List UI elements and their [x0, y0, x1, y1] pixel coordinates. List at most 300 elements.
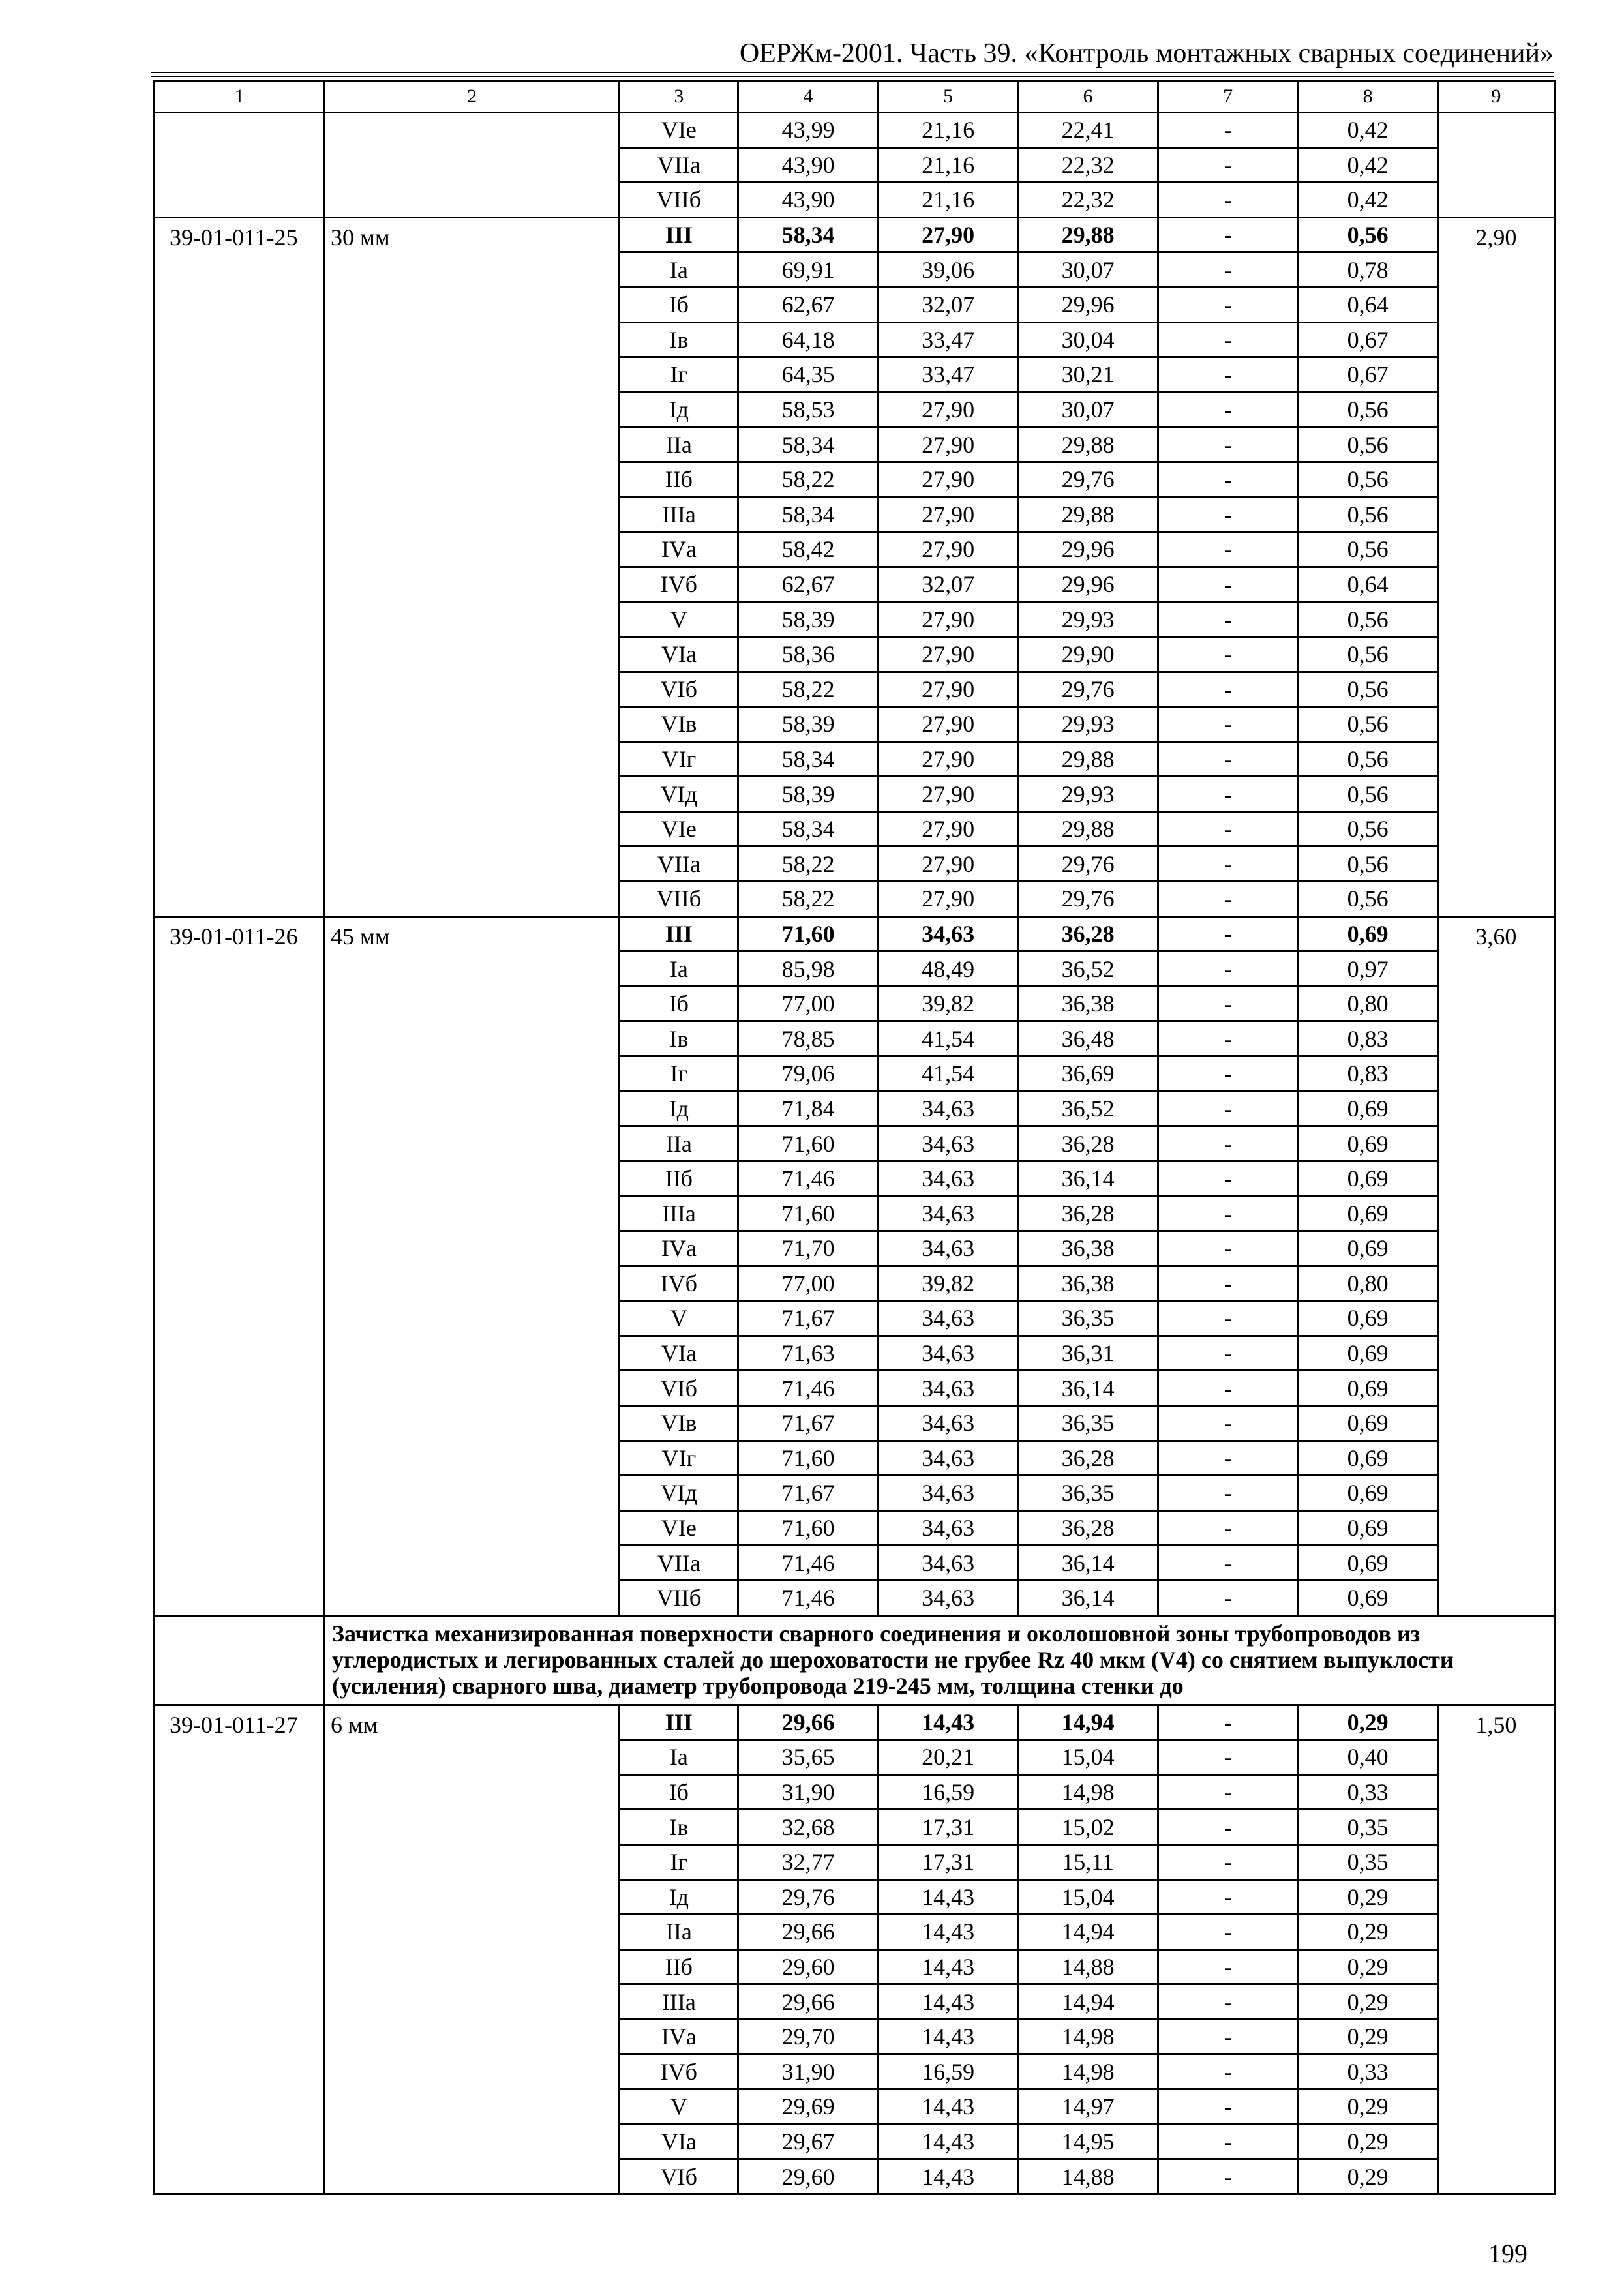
value-cell: 43,90 [738, 147, 878, 183]
value-cell: 0,67 [1298, 322, 1437, 357]
value-cell: 71,67 [738, 1301, 878, 1336]
value-cell: - [1158, 2124, 1297, 2159]
value-cell: 14,88 [1018, 1949, 1158, 1984]
value-cell: 14,94 [1018, 1984, 1158, 2020]
value-cell: 14,98 [1018, 1774, 1158, 1810]
value-cell: 29,76 [1018, 882, 1158, 917]
value-cell: 34,63 [878, 1510, 1017, 1546]
page-header: ОЕРЖм-2001. Часть 39. «Контроль монтажных сварных соединений» [739, 38, 1554, 68]
value-cell: 0,69 [1298, 1091, 1437, 1126]
value-cell: 0,35 [1298, 1844, 1437, 1879]
value-cell: 30,04 [1018, 322, 1158, 357]
value-cell: 33,47 [878, 357, 1017, 393]
value-cell: 64,35 [738, 357, 878, 393]
value-cell: - [1158, 1021, 1297, 1056]
value-cell: 27,90 [878, 497, 1017, 532]
value-cell: 31,90 [738, 2054, 878, 2089]
table-body [155, 81, 1555, 2194]
value-cell: 36,28 [1018, 916, 1158, 951]
value-cell: 27,90 [878, 846, 1017, 882]
value-cell: - [1158, 113, 1297, 148]
value-cell: 0,40 [1298, 1740, 1437, 1775]
value-cell: 0,97 [1298, 951, 1437, 987]
value-cell: - [1158, 1546, 1297, 1581]
zone-cell: VIа [620, 636, 738, 672]
value-cell: 0,56 [1298, 672, 1437, 707]
column9-value: 1,50 [1437, 1705, 1554, 2194]
value-cell: 39,82 [878, 986, 1017, 1021]
value-cell: 30,07 [1018, 252, 1158, 288]
zone-cell: VIа [620, 2124, 738, 2159]
value-cell: 0,56 [1298, 741, 1437, 777]
value-cell: 0,29 [1298, 1949, 1437, 1984]
value-cell: 0,69 [1298, 1546, 1437, 1581]
value-cell: - [1158, 986, 1297, 1021]
value-cell: - [1158, 1949, 1297, 1984]
zone-cell: IVа [620, 532, 738, 567]
value-cell: 0,69 [1298, 1126, 1437, 1161]
value-cell: 71,46 [738, 1371, 878, 1406]
value-cell: 43,99 [738, 113, 878, 148]
value-cell: 27,90 [878, 882, 1017, 917]
column-number: 7 [1158, 81, 1297, 113]
value-cell: 32,77 [738, 1844, 878, 1879]
value-cell: 0,35 [1298, 1810, 1437, 1845]
value-cell: - [1158, 462, 1297, 497]
value-cell: 71,46 [738, 1546, 878, 1581]
zone-cell: VIб [620, 672, 738, 707]
value-cell: 71,70 [738, 1231, 878, 1266]
column-number: 2 [325, 81, 620, 113]
value-cell: 58,42 [738, 532, 878, 567]
value-cell: 43,90 [738, 183, 878, 218]
column-number: 3 [620, 81, 738, 113]
value-cell: 34,63 [878, 1231, 1017, 1266]
value-cell: - [1158, 427, 1297, 462]
value-cell: - [1158, 846, 1297, 882]
zone-cell: VIе [620, 113, 738, 148]
zone-cell: VIIа [620, 147, 738, 183]
value-cell: 29,88 [1018, 741, 1158, 777]
value-cell: 58,34 [738, 427, 878, 462]
value-cell: 29,88 [1018, 811, 1158, 846]
value-cell: - [1158, 1441, 1297, 1476]
value-cell: 14,43 [878, 1915, 1017, 1950]
zone-cell: VIа [620, 1336, 738, 1371]
zone-cell: VIв [620, 707, 738, 742]
value-cell: 29,93 [1018, 602, 1158, 637]
zone-cell: V [620, 2089, 738, 2125]
value-cell: - [1158, 636, 1297, 672]
value-cell: - [1158, 1510, 1297, 1546]
value-cell: - [1158, 1476, 1297, 1511]
value-cell: - [1158, 1336, 1297, 1371]
value-cell: 58,22 [738, 882, 878, 917]
value-cell: - [1158, 1231, 1297, 1266]
value-cell: 85,98 [738, 951, 878, 987]
value-cell: 71,60 [738, 1126, 878, 1161]
wall-thickness: 45 мм [325, 916, 620, 1615]
value-cell: 15,04 [1018, 1740, 1158, 1775]
zone-cell: VIв [620, 1405, 738, 1441]
value-cell: 36,14 [1018, 1580, 1158, 1615]
value-cell: 0,56 [1298, 882, 1437, 917]
value-cell: 35,65 [738, 1740, 878, 1775]
value-cell: 0,29 [1298, 2089, 1437, 2125]
value-cell: 0,33 [1298, 1774, 1437, 1810]
value-cell: 14,98 [1018, 2019, 1158, 2054]
value-cell: 77,00 [738, 1266, 878, 1301]
value-cell: - [1158, 1774, 1297, 1810]
value-cell: 0,56 [1298, 777, 1437, 812]
value-cell: 0,69 [1298, 1405, 1437, 1441]
column-number: 6 [1018, 81, 1158, 113]
zone-cell: Iб [620, 1774, 738, 1810]
value-cell: 34,63 [878, 1161, 1017, 1196]
value-cell: 0,42 [1298, 147, 1437, 183]
value-cell: - [1158, 1984, 1297, 2020]
value-cell: 0,69 [1298, 1161, 1437, 1196]
value-cell: 36,38 [1018, 1266, 1158, 1301]
zone-cell: IIIа [620, 1196, 738, 1231]
value-cell: - [1158, 741, 1297, 777]
zone-cell: Iа [620, 1740, 738, 1775]
value-cell: 27,90 [878, 532, 1017, 567]
value-cell: - [1158, 147, 1297, 183]
value-cell: 41,54 [878, 1056, 1017, 1092]
value-cell: 22,32 [1018, 147, 1158, 183]
zone-cell: IIа [620, 1126, 738, 1161]
zone-cell: VIе [620, 811, 738, 846]
value-cell: 29,93 [1018, 707, 1158, 742]
value-cell: - [1158, 672, 1297, 707]
value-cell: - [1158, 1196, 1297, 1231]
zone-cell: VIб [620, 2159, 738, 2194]
value-cell: 36,31 [1018, 1336, 1158, 1371]
value-cell: - [1158, 497, 1297, 532]
value-cell: 20,21 [878, 1740, 1017, 1775]
value-cell: 58,34 [738, 497, 878, 532]
value-cell: 71,60 [738, 1441, 878, 1476]
value-cell: 0,83 [1298, 1021, 1437, 1056]
value-cell: 0,56 [1298, 462, 1437, 497]
value-cell: 58,53 [738, 392, 878, 427]
value-cell: 36,28 [1018, 1196, 1158, 1231]
value-cell: - [1158, 183, 1297, 218]
value-cell: 34,63 [878, 1126, 1017, 1161]
column-number: 9 [1437, 81, 1554, 113]
zone-cell: Iг [620, 357, 738, 393]
value-cell: 29,76 [1018, 846, 1158, 882]
value-cell: 14,95 [1018, 2124, 1158, 2159]
wall-thickness [325, 113, 620, 218]
zone-cell: III [620, 1705, 738, 1740]
value-cell: 71,63 [738, 1336, 878, 1371]
value-cell: 0,29 [1298, 1915, 1437, 1950]
value-cell: - [1158, 811, 1297, 846]
value-cell: 21,16 [878, 183, 1017, 218]
value-cell: 36,52 [1018, 951, 1158, 987]
value-cell: 14,43 [878, 2159, 1017, 2194]
zone-cell: Iд [620, 392, 738, 427]
header-rule-double [151, 76, 1554, 77]
zone-cell: IIIа [620, 1984, 738, 2020]
value-cell: 15,11 [1018, 1844, 1158, 1879]
value-cell: 29,88 [1018, 427, 1158, 462]
value-cell: - [1158, 1091, 1297, 1126]
zone-cell: IVб [620, 2054, 738, 2089]
value-cell: 27,90 [878, 707, 1017, 742]
value-cell: 32,68 [738, 1810, 878, 1845]
value-cell: 39,82 [878, 1266, 1017, 1301]
value-cell: - [1158, 1810, 1297, 1845]
value-cell: 79,06 [738, 1056, 878, 1092]
column-number: 4 [738, 81, 878, 113]
value-cell: 36,14 [1018, 1371, 1158, 1406]
value-cell: 34,63 [878, 1476, 1017, 1511]
value-cell: 36,28 [1018, 1441, 1158, 1476]
zone-cell: Iг [620, 1056, 738, 1092]
value-cell: 71,60 [738, 1196, 878, 1231]
value-cell: - [1158, 287, 1297, 322]
value-cell: 62,67 [738, 567, 878, 602]
value-cell: - [1158, 1705, 1297, 1740]
value-cell: 0,69 [1298, 1441, 1437, 1476]
value-cell: 31,90 [738, 1774, 878, 1810]
value-cell: 34,63 [878, 916, 1017, 951]
value-cell: 17,31 [878, 1844, 1017, 1879]
table-row [155, 916, 1555, 951]
value-cell: 0,56 [1298, 636, 1437, 672]
value-cell: 27,90 [878, 462, 1017, 497]
zone-cell: Iв [620, 322, 738, 357]
value-cell: 36,35 [1018, 1476, 1158, 1511]
value-cell: 17,31 [878, 1810, 1017, 1845]
value-cell: 29,76 [1018, 462, 1158, 497]
value-cell: 29,66 [738, 1984, 878, 2020]
value-cell: 14,43 [878, 1984, 1017, 2020]
value-cell: 71,60 [738, 916, 878, 951]
value-cell: 58,36 [738, 636, 878, 672]
zone-cell: Iб [620, 287, 738, 322]
norm-code: 39-01-011-27 [155, 1705, 325, 2194]
value-cell: - [1158, 217, 1297, 252]
value-cell: 0,64 [1298, 287, 1437, 322]
zone-cell: III [620, 916, 738, 951]
value-cell: 16,59 [878, 1774, 1017, 1810]
value-cell: 0,29 [1298, 1984, 1437, 2020]
zone-cell: IVб [620, 1266, 738, 1301]
value-cell: 0,56 [1298, 217, 1437, 252]
value-cell: 58,39 [738, 602, 878, 637]
value-cell: 0,69 [1298, 1231, 1437, 1266]
value-cell: - [1158, 322, 1297, 357]
value-cell: 0,29 [1298, 2159, 1437, 2194]
value-cell: - [1158, 1371, 1297, 1406]
zone-cell: VIд [620, 1476, 738, 1511]
value-cell: 36,38 [1018, 986, 1158, 1021]
value-cell: 0,78 [1298, 252, 1437, 288]
value-cell: - [1158, 1740, 1297, 1775]
wall-thickness: 6 мм [325, 1705, 620, 2194]
zone-cell: IIб [620, 462, 738, 497]
value-cell: 32,07 [878, 567, 1017, 602]
value-cell: 0,69 [1298, 1301, 1437, 1336]
value-cell: - [1158, 252, 1297, 288]
value-cell: 0,56 [1298, 427, 1437, 462]
value-cell: 29,96 [1018, 532, 1158, 567]
value-cell: 29,96 [1018, 567, 1158, 602]
value-cell: 29,88 [1018, 497, 1158, 532]
value-cell: 58,22 [738, 462, 878, 497]
value-cell: 34,63 [878, 1091, 1017, 1126]
value-cell: - [1158, 1580, 1297, 1615]
value-cell: 27,90 [878, 636, 1017, 672]
value-cell: 29,88 [1018, 217, 1158, 252]
zone-cell: V [620, 1301, 738, 1336]
value-cell: - [1158, 2089, 1297, 2125]
value-cell: 64,18 [738, 322, 878, 357]
value-cell: 14,94 [1018, 1915, 1158, 1950]
value-cell: 14,94 [1018, 1705, 1158, 1740]
value-cell: 14,88 [1018, 2159, 1158, 2194]
value-cell: - [1158, 1879, 1297, 1915]
value-cell: 34,63 [878, 1196, 1017, 1231]
value-cell: 34,63 [878, 1405, 1017, 1441]
value-cell: 21,16 [878, 147, 1017, 183]
value-cell: 14,43 [878, 2019, 1017, 2054]
value-cell: 34,63 [878, 1441, 1017, 1476]
value-cell: 22,32 [1018, 183, 1158, 218]
value-cell: 36,28 [1018, 1126, 1158, 1161]
value-cell: 29,66 [738, 1705, 878, 1740]
value-cell: - [1158, 2159, 1297, 2194]
value-cell: 29,93 [1018, 777, 1158, 812]
column9-value: 3,60 [1437, 916, 1554, 1615]
value-cell: 0,69 [1298, 916, 1437, 951]
zone-cell: Iв [620, 1810, 738, 1845]
section-blank [155, 1615, 325, 1705]
section-description: Зачистка механизированная поверхности сварного соединения и околошовной зоны трубопроводов из углеродистых и легированных сталей до шероховатости не грубее Rz 40 мкм (V4) со снятием выпуклости (усиления) сварного шва, диаметр трубопровода 219-245 мм, толщина стенки до [325, 1615, 1555, 1705]
column-number: 1 [155, 81, 325, 113]
value-cell: 0,69 [1298, 1196, 1437, 1231]
value-cell: 58,22 [738, 846, 878, 882]
value-cell: 34,63 [878, 1336, 1017, 1371]
value-cell: 62,67 [738, 287, 878, 322]
norm-code: 39-01-011-25 [155, 217, 325, 916]
value-cell: 0,56 [1298, 846, 1437, 882]
zone-cell: IVа [620, 2019, 738, 2054]
zone-cell: VIе [620, 1510, 738, 1546]
value-cell: 36,52 [1018, 1091, 1158, 1126]
zone-cell: IIа [620, 1915, 738, 1950]
norm-code [155, 113, 325, 218]
value-cell: 29,90 [1018, 636, 1158, 672]
value-cell: 0,33 [1298, 2054, 1437, 2089]
zone-cell: VIд [620, 777, 738, 812]
zone-cell: VIг [620, 1441, 738, 1476]
value-cell: 71,67 [738, 1476, 878, 1511]
zone-cell: Iв [620, 1021, 738, 1056]
value-cell: 0,64 [1298, 567, 1437, 602]
value-cell: 0,56 [1298, 497, 1437, 532]
value-cell: 21,16 [878, 113, 1017, 148]
value-cell: 27,90 [878, 741, 1017, 777]
value-cell: 36,48 [1018, 1021, 1158, 1056]
zone-cell: IIIа [620, 497, 738, 532]
section-row [155, 1615, 1555, 1705]
value-cell: 58,22 [738, 672, 878, 707]
value-cell: - [1158, 1056, 1297, 1092]
value-cell: 36,35 [1018, 1301, 1158, 1336]
value-cell: 0,42 [1298, 183, 1437, 218]
value-cell: 36,35 [1018, 1405, 1158, 1441]
zone-cell: III [620, 217, 738, 252]
table-row [155, 1705, 1555, 1740]
value-cell: 29,69 [738, 2089, 878, 2125]
zone-cell: VIIб [620, 1580, 738, 1615]
value-cell: - [1158, 916, 1297, 951]
zone-cell: Iа [620, 951, 738, 987]
zone-cell: VIIа [620, 846, 738, 882]
page-number: 199 [1488, 2239, 1527, 2268]
value-cell: 29,60 [738, 2159, 878, 2194]
value-cell: 27,90 [878, 602, 1017, 637]
value-cell: - [1158, 602, 1297, 637]
zone-cell: Iа [620, 252, 738, 288]
value-cell: - [1158, 2019, 1297, 2054]
value-cell: 22,41 [1018, 113, 1158, 148]
value-cell: 41,54 [878, 1021, 1017, 1056]
value-cell: 0,29 [1298, 1705, 1437, 1740]
value-cell: - [1158, 1301, 1297, 1336]
value-cell: 29,96 [1018, 287, 1158, 322]
value-cell: 16,59 [878, 2054, 1017, 2089]
value-cell: 14,43 [878, 1949, 1017, 1984]
value-cell: - [1158, 392, 1297, 427]
zone-cell: Iд [620, 1091, 738, 1126]
zone-cell: VIIб [620, 882, 738, 917]
value-cell: 14,97 [1018, 2089, 1158, 2125]
value-cell: 29,76 [1018, 672, 1158, 707]
value-cell: 0,42 [1298, 113, 1437, 148]
value-cell: - [1158, 1915, 1297, 1950]
zone-cell: IIб [620, 1949, 738, 1984]
column-number-row [155, 81, 1555, 113]
value-cell: 0,69 [1298, 1476, 1437, 1511]
value-cell: 77,00 [738, 986, 878, 1021]
value-cell: 29,70 [738, 2019, 878, 2054]
value-cell: 0,67 [1298, 357, 1437, 393]
value-cell: 0,69 [1298, 1580, 1437, 1615]
value-cell: 0,56 [1298, 602, 1437, 637]
value-cell: 0,56 [1298, 532, 1437, 567]
value-cell: 36,69 [1018, 1056, 1158, 1092]
header-rule [151, 72, 1554, 73]
value-cell: - [1158, 1161, 1297, 1196]
value-cell: 58,39 [738, 777, 878, 812]
value-cell: 71,67 [738, 1405, 878, 1441]
wall-thickness: 30 мм [325, 217, 620, 916]
value-cell: 30,21 [1018, 357, 1158, 393]
value-cell: 27,90 [878, 392, 1017, 427]
value-cell: 0,29 [1298, 1879, 1437, 1915]
value-cell: 0,56 [1298, 392, 1437, 427]
value-cell: 0,29 [1298, 2019, 1437, 2054]
value-cell: 58,34 [738, 741, 878, 777]
zone-cell: IVб [620, 567, 738, 602]
value-cell: 29,76 [738, 1879, 878, 1915]
